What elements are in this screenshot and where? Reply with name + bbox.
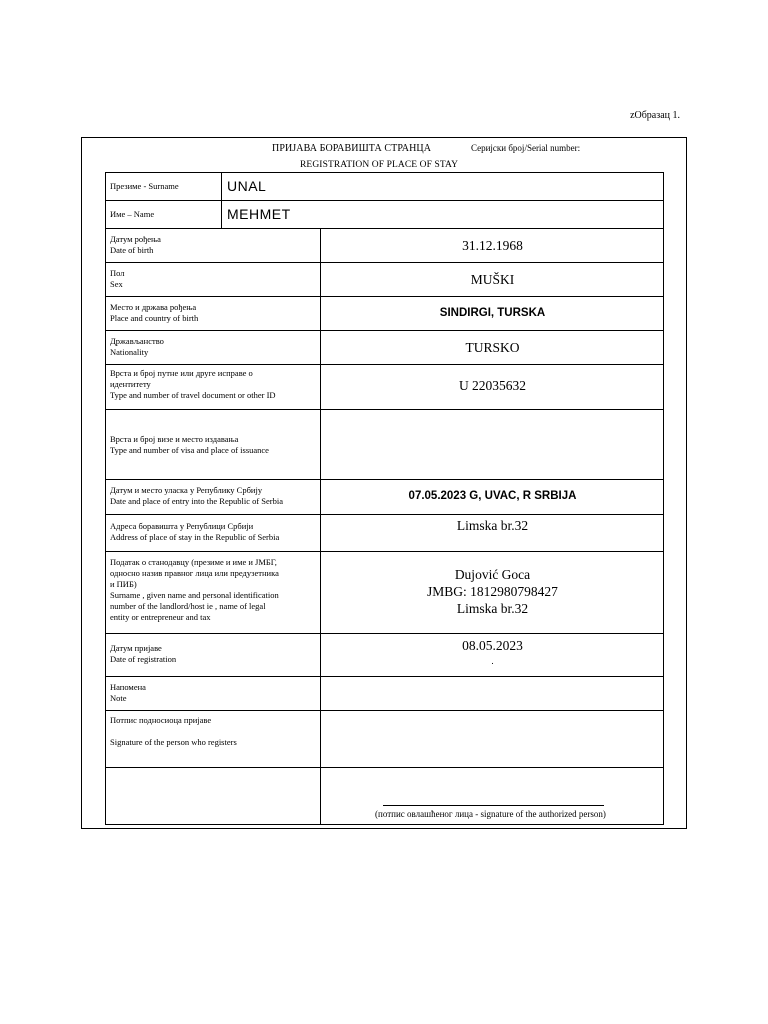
row-sex	[105, 262, 664, 297]
value-entry: 07.05.2023 G, UVAC, R SRBIJA	[408, 490, 577, 502]
row-authorized-signature	[105, 767, 664, 825]
value-sex: MUŠKI	[470, 272, 515, 287]
label-visa: Врста и број визе и место издавања Type and number of visa and place of issuance	[110, 434, 269, 455]
row-registration-date	[105, 633, 664, 677]
label-name: Име – Name	[110, 209, 155, 219]
label-sex: Пол Sex	[110, 268, 125, 289]
value-registration-date: 08.05.2023	[462, 638, 523, 653]
row-date-of-birth	[105, 228, 664, 263]
registration-date-mark: .	[491, 656, 494, 666]
label-registrant-signature: Потпис подносиоца пријаве Signature of the person who registers	[110, 715, 237, 747]
value-date-of-birth: 31.12.1968	[462, 238, 523, 253]
value-name: MEHMET	[227, 206, 291, 222]
value-nationality: TURSKO	[465, 340, 520, 355]
label-travel-document: Врста и број путне или друге исправе о идентитету Type and number of travel document or other ID	[110, 368, 276, 400]
row-travel-document	[105, 364, 664, 410]
row-place-of-birth	[105, 296, 664, 331]
value-landlord: Dujović Goca JMBG: 1812980798427 Limska br.32	[427, 567, 558, 616]
form-title-sr: ПРИЈАВА БОРАВИШТА СТРАНЦА	[272, 143, 432, 154]
value-travel-document: U 22035632	[458, 378, 527, 393]
label-surname: Презиме - Surname	[110, 181, 179, 191]
form-title-en: REGISTRATION OF PLACE OF STAY	[300, 160, 459, 170]
row-registrant-signature	[105, 710, 664, 768]
label-registration-date: Датум пријаве Date of registration	[110, 643, 177, 664]
authorized-signature-caption: (потпис овлашћеног лица - signature of the authorized person)	[375, 809, 606, 819]
label-landlord: Податак о станодавцу (презиме и име и ЈМБГ, односно назив правног лица или предузетника и ПИБ) Surname , given name and personal identification number of the landlord/host ie , name of legal entity or entrepreneur and tax	[110, 557, 279, 622]
signature-line	[383, 805, 604, 806]
registration-table	[105, 172, 664, 825]
serial-number-label: Серијски број/Serial number:	[471, 143, 581, 153]
form-reference: zОбразац 1.	[630, 110, 680, 121]
label-nationality: Држављанство Nationality	[110, 336, 164, 357]
row-entry	[105, 479, 664, 515]
row-landlord	[105, 551, 664, 634]
row-name	[105, 200, 664, 229]
row-note	[105, 676, 664, 711]
row-surname	[105, 172, 664, 201]
value-surname: UNAL	[227, 178, 267, 194]
label-place-of-birth: Место и држава рођења Place and country of birth	[110, 302, 199, 323]
row-address	[105, 514, 664, 552]
label-address: Адреса боравишта у Републици Србији Address of place of stay in the Republic of Serbia	[110, 521, 280, 542]
row-nationality	[105, 330, 664, 365]
row-visa	[105, 409, 664, 480]
value-address: Limska br.32	[456, 518, 529, 533]
label-note: Напомена Note	[110, 682, 146, 703]
label-date-of-birth: Датум рођења Date of birth	[110, 234, 161, 255]
value-place-of-birth: SINDIRGI, TURSKA	[439, 307, 546, 319]
label-entry: Датум и место уласка у Републику Србију Date and place of entry into the Republic of Serbia	[110, 485, 284, 506]
